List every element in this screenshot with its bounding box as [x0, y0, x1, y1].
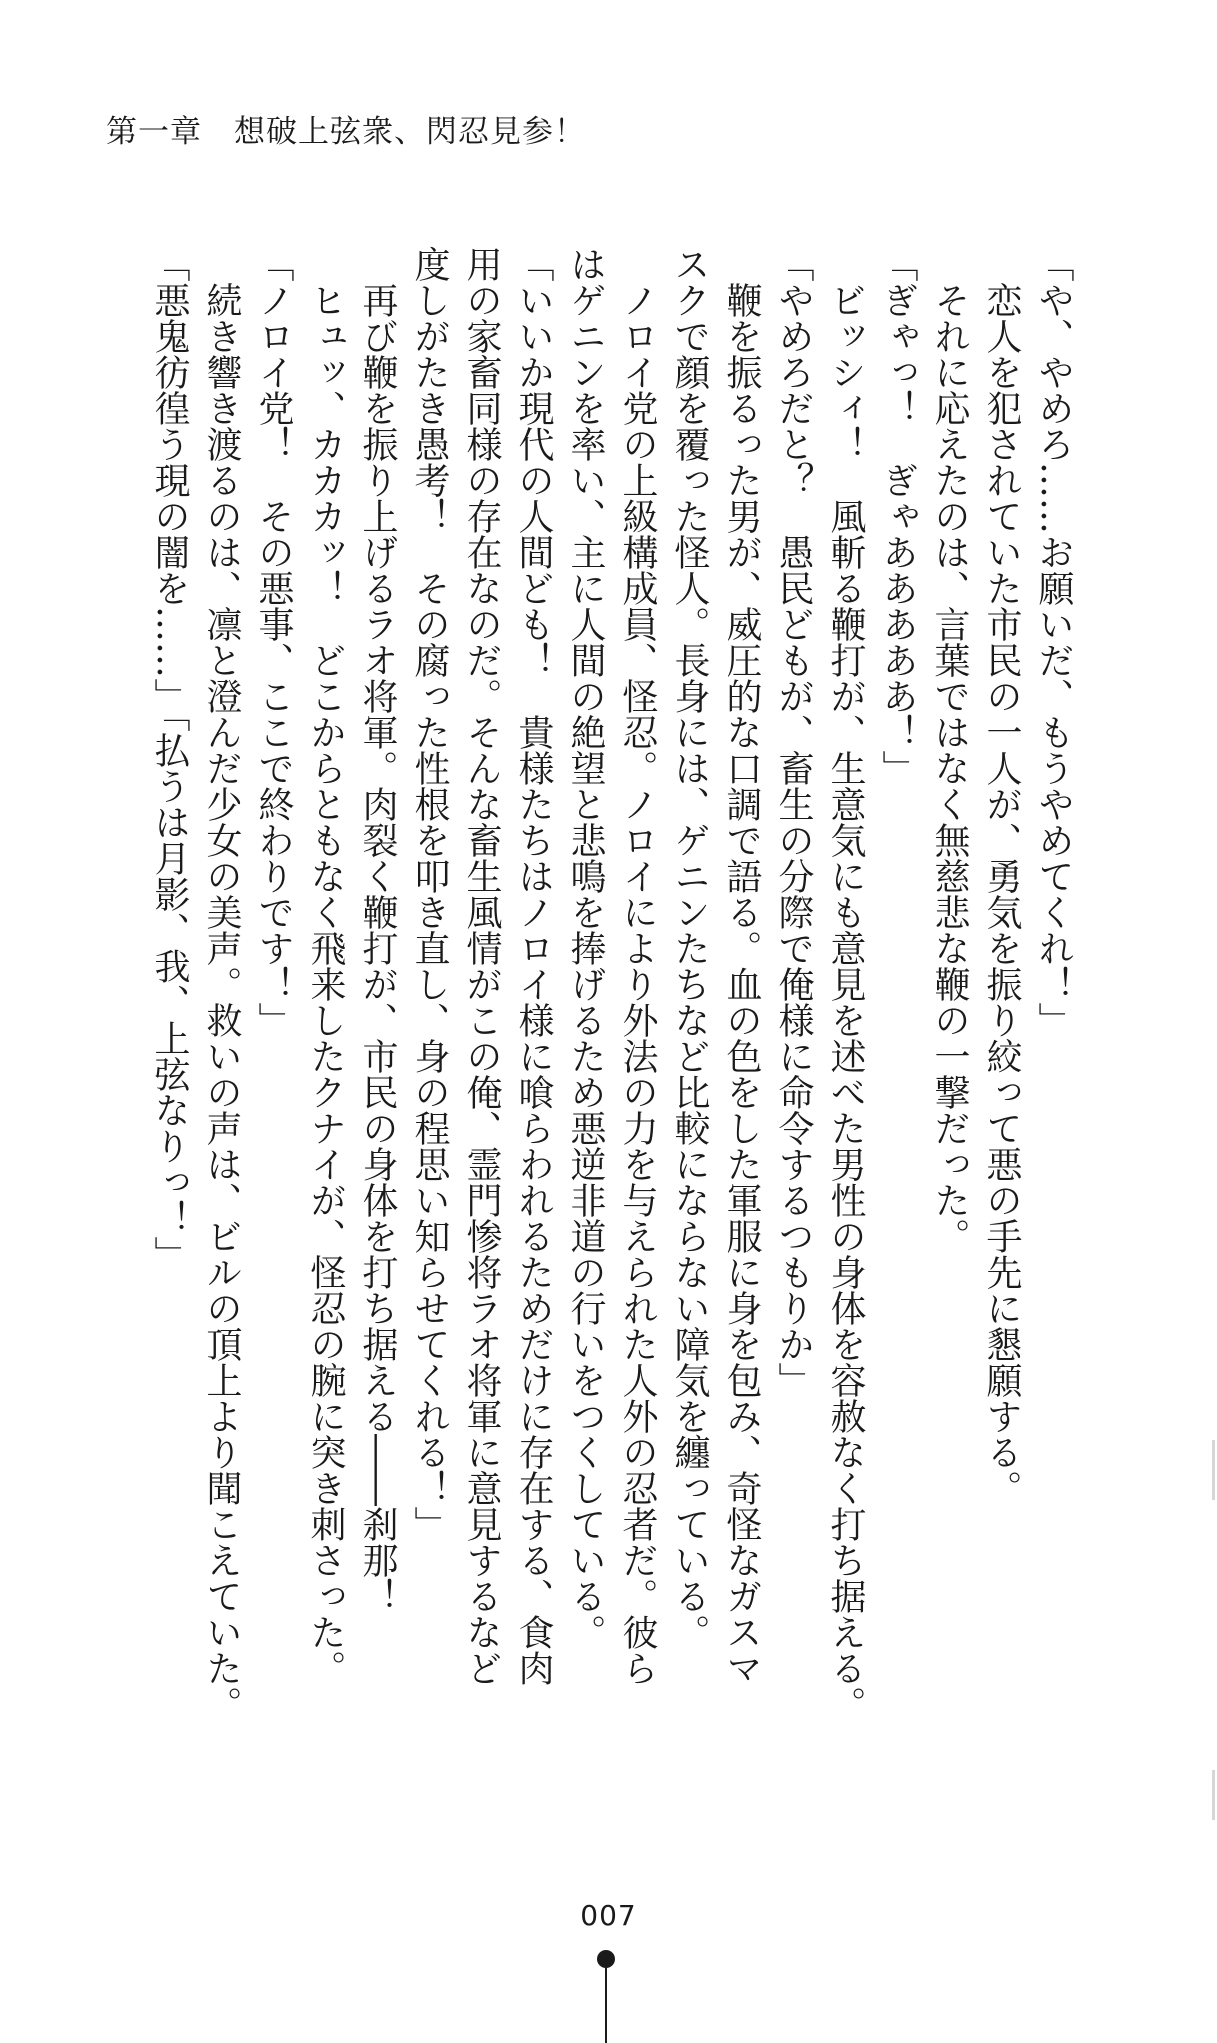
text-line: 度しがたき愚考！ その腐った性根を叩き直し、身の程思い知らせてくれる！」: [409, 246, 450, 1542]
text-line: 再び鞭を振り上げるラオ将軍。肉裂く鞭打が、市民の身体を打ち据える――刹那！: [357, 246, 398, 1614]
text-line: 「悪鬼彷徨う現の闇を……」「払うは月影、我、上弦なりっ！」: [149, 246, 190, 1272]
text-line: 「いいか現代の人間ども！ 貴様たちはノロイ様に喰らわれるためだけに存在する、食肉: [513, 246, 554, 1686]
text-line: 「ぎゃっ！ ぎゃあああああ！」: [877, 246, 918, 786]
marker-dot: [597, 1950, 615, 1968]
text-line: 恋人を犯されていた市民の一人が、勇気を振り絞って悪の手先に懇願する。: [981, 246, 1022, 1506]
text-line: 鞭を振るった男が、威圧的な口調で語る。血の色をした軍服に身を包み、奇怪なガスマ: [721, 246, 762, 1686]
text-line: 「やめろだと？ 愚民どもが、畜生の分際で俺様に命令するつもりか」: [773, 246, 814, 1398]
text-line: それに応えたのは、言葉ではなく無慈悲な鞭の一撃だった。: [929, 246, 970, 1254]
text-line: スクで顔を覆った怪人。長身には、ゲニンたちなど比較にならない障気を纏っている。: [669, 246, 710, 1650]
text-line: ノロイ党の上級構成員、怪忍。ノロイにより外法の力を与えられた人外の忍者だ。彼ら: [617, 246, 658, 1686]
marker-line: [605, 1968, 607, 2043]
text-line: ビッシィ！ 風斬る鞭打が、生意気にも意見を述べた男性の身体を容赦なく打ち据える。: [825, 246, 866, 1722]
text-line: 用の家畜同様の存在なのだ。そんな畜生風情がこの俺、霊門惨将ラオ将軍に意見するなど: [461, 246, 502, 1686]
page-number: 007: [580, 1899, 637, 1932]
text-line: 「ノロイ党！ その悪事、ここで終わりです！」: [253, 246, 294, 1038]
text-line: ヒュッ、カカカッ！ どこからともなく飛来したクナイが、怪忍の腕に突き刺さった。: [305, 246, 346, 1686]
text-line: 「や、やめろ……お願いだ、もうやめてくれ！」: [1033, 246, 1074, 1038]
body-text: [79, 246, 1079, 1766]
scan-edge-mark: [1212, 1770, 1215, 1820]
running-head: 第一章 想破上弦衆、閃忍見参！: [106, 114, 586, 150]
page-marker-icon: [597, 1950, 615, 2043]
text-line: 続き響き渡るのは、凛と澄んだ少女の美声。救いの声は、ビルの頂上より聞こえていた。: [201, 246, 242, 1722]
scan-edge-mark: [1212, 1440, 1215, 1500]
text-line: はゲニンを率い、主に人間の絶望と悲鳴を捧げるため悪逆非道の行いをつくしている。: [565, 246, 606, 1650]
